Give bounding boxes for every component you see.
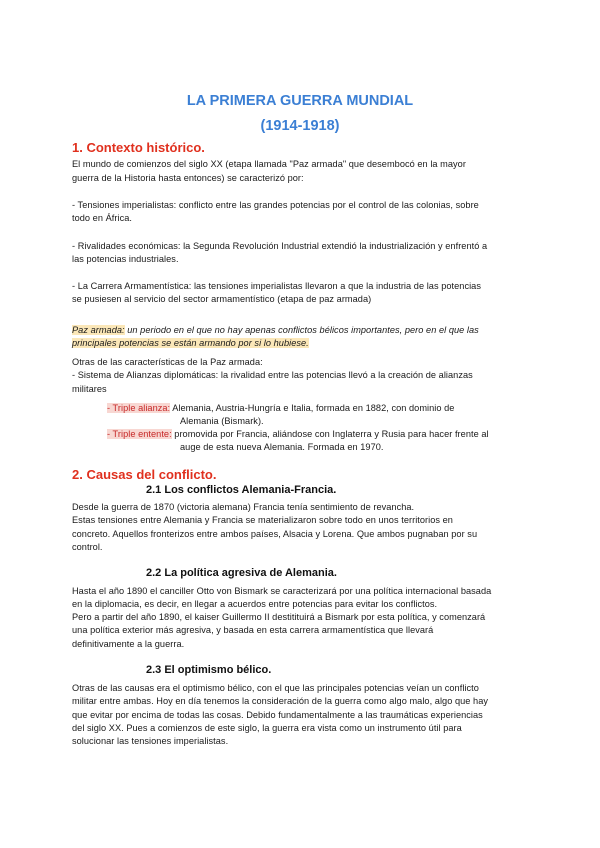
alianzas-line-1: - Sistema de Alianzas diplomáticas: la rivalidad entre las potencias llevó a la creación de alianzas [72,370,473,380]
section-1-heading: 1. Contexto histórico. [72,140,205,155]
sub1-line-3: concreto. Aquellos fronterizos entre ambos países, Alsacia y Lorena. Que ambos pugnaban por su [72,529,478,539]
intro-line-1: El mundo de comienzos del siglo XX (etapa llamada "Paz armada" que desembocó en la mayor [72,159,466,169]
alianzas-line-2: militares [72,384,107,394]
sub1-line-4: control. [72,542,103,552]
bullet-1-line-2: todo en África. [72,213,132,223]
sub2-line-5: definitivamente a la guerra. [72,639,185,649]
subsection-2-1-heading: 2.1 Los conflictos Alemania-Francia. [146,484,337,496]
triple-alianza-label: - Triple alianza: [107,403,171,413]
triple-alianza-line-1: - Triple alianza: Alemania, Austria-Hungría e Italia, formada en 1882, con dominio de [107,403,455,413]
page-title: LA PRIMERA GUERRA MUNDIAL [186,93,414,109]
sub2-line-4: una política exterior más agresiva, y basada en esta carrera armamentística que llevará [72,625,434,635]
sub2-line-3: Pero a partir del año 1890, el kaiser Guillermo II destitituirá a Bismark por esta política, y comenzará [72,612,486,622]
triple-entente-label: - Triple entente: [107,429,172,439]
sub2-line-1: Hasta el año 1890 el canciller Otto von Bismark se caracterizará por una política internacional basada [72,586,492,596]
sub1-line-1: Desde la guerra de 1870 (victoria alemana) Francia tenía sentimiento de revancha. [72,502,415,512]
bullet-3-line-2: se pusiesen al servicio del sector armamentístico (etapa de paz armada) [72,294,372,304]
sub3-line-4: del siglo XX. Pues a comienzos de este siglo, la guerra era vista como un instrumento útil para [72,723,462,733]
triple-entente-line-2: auge de esta nueva Alemania. Formada en 1970. [180,442,384,452]
subsection-2-3-heading: 2.3 El optimismo bélico. [146,664,272,676]
paz-armada-definition-line-1: Paz armada: un periodo en el que no hay apenas conflictos bélicos importantes, pero en el que las [72,325,479,335]
bullet-1-line-1: - Tensiones imperialistas: conflicto entre las grandes potencias por el control de las colonias, sobre [72,200,479,210]
page-subtitle-years: (1914-1918) [260,118,340,134]
sub3-line-1: Otras de las causas era el optimismo bélico, con el que las principales potencias veían un conflicto [72,683,479,693]
sub3-line-3: que evitar por encima de todas las cosas. Debido fundamentalmente a las traumáticas experiencias [72,710,483,720]
subsection-2-2-heading: 2.2 La política agresiva de Alemania. [146,567,337,579]
paz-armada-term: Paz armada: [72,325,125,335]
triple-entente-line-1: - Triple entente: promovida por Francia, aliándose con Inglaterra y Rusia para hacer frente al [107,429,489,439]
sub3-line-2: militar entre ambas. Hoy en día tenemos la consideración de la guerra como algo malo, algo que hay [72,696,489,706]
bullet-3-line-1: - La Carrera Armamentística: las tensiones imperialistas llevaron a que la industria de las potencias [72,281,481,291]
sub1-line-2: Estas tensiones entre Alemania y Francia se materializaron sobre todo en unos territorios en [72,515,453,525]
bullet-2-line-2: las potencias industriales. [72,254,179,264]
bullet-2-line-1: - Rivalidades económicas: la Segunda Revolución Industrial extendió la industrialización y enfrentó a [72,241,488,251]
triple-alianza-line-2: Alemania (Bismark). [180,416,264,426]
intro-line-2: guerra de la Historia hasta entonces) se caracterizó por: [72,173,304,183]
sub3-line-5: solucionar las tensiones imperialistas. [72,736,229,746]
section-2-heading: 2. Causas del conflicto. [72,467,217,482]
sub2-line-2: en la diplomacia, es decir, en llegar a acuerdos entre potencias para evitar los conflictos. [72,599,438,609]
paz-armada-definition-line-2: principales potencias se están armando por si lo hubiese. [72,338,309,348]
otras-caracteristicas: Otras de las características de la Paz armada: [72,357,263,367]
